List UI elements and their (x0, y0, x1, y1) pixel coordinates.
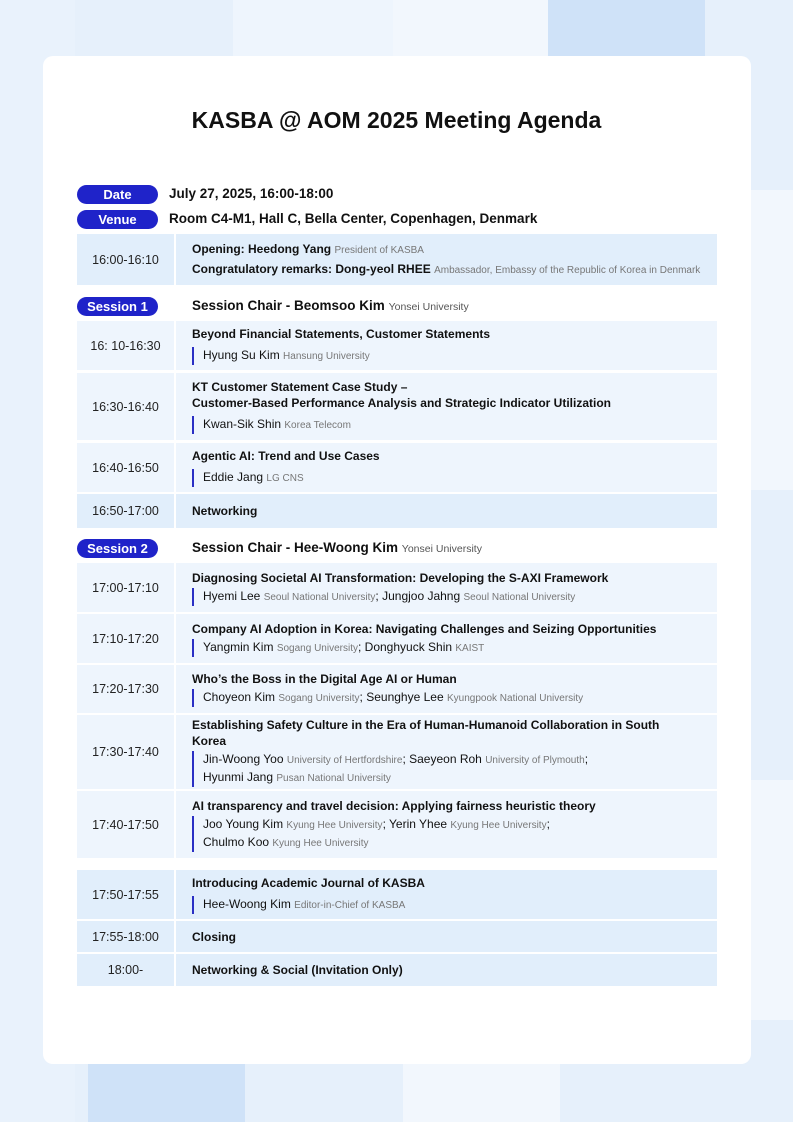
background-block (233, 0, 393, 56)
talk-title: KT Customer Statement Case Study – (192, 380, 408, 394)
background-block (751, 780, 793, 1020)
speaker-list: Joo Young Kim Kyung Hee University; Yerin Yhee Kyung Hee University; Chulmo Koo Kyung Hee University (192, 816, 709, 852)
talk-title: Closing (192, 929, 236, 944)
agenda-row-networking: 16:50-17:00 Networking (77, 494, 717, 528)
agenda-row: 17:30-17:40 Establishing Safety Culture in the Era of Human-Humanoid Collaboration in South Korea Jin-Woong Yoo University of Hertfordshire; Saeyeon Roh University of Plymouth; Hyunmi Jang Pusan National University (77, 715, 717, 789)
agenda-row: 16:40-16:50 Agentic AI: Trend and Use Cases Eddie Jang LG CNS (77, 443, 717, 492)
talk-title: Introducing Academic Journal of KASBA (192, 876, 425, 890)
speaker-list: Hee-Woong Kim Editor-in-Chief of KASBA (192, 896, 709, 914)
speaker-list: Kwan-Sik Shin Korea Telecom (192, 416, 709, 434)
speaker-list: Yangmin Kim Sogang University; Donghyuck Shin KAIST (192, 639, 709, 657)
session-2-chair: Session Chair - Hee-Woong Kim Yonsei University (192, 540, 482, 555)
speaker-list: Hyung Su Kim Hansung University (192, 347, 709, 365)
agenda-row-opening (77, 234, 717, 285)
agenda-row: 16: 10-16:30 Beyond Financial Statements, Customer Statements Hyung Su Kim Hansung University (77, 321, 717, 370)
agenda-row-closing: 17:55-18:00 Closing (77, 921, 717, 952)
background-block (88, 1064, 245, 1122)
agenda-row: 17:10-17:20 Company AI Adoption in Korea: Navigating Challenges and Seizing Opportunities Yangmin Kim Sogang University; Donghyuck Shin KAIST (77, 614, 717, 663)
time-slot: 16:00-16:10 (92, 252, 159, 267)
date-value: July 27, 2025, 16:00-18:00 (169, 186, 334, 201)
talk-title: Diagnosing Societal AI Transformation: Developing the S-AXI Framework (192, 570, 609, 585)
talk-title-line-2: Korea (192, 734, 227, 748)
talk-title: AI transparency and travel decision: Applying fairness heuristic theory (192, 798, 596, 813)
talk-title: Networking & Social (Invitation Only) (192, 963, 403, 977)
agenda-row-social: 18:00- Networking & Social (Invitation Only) (77, 954, 717, 986)
session-1-chair: Session Chair - Beomsoo Kim Yonsei University (192, 298, 469, 313)
date-badge: Date (77, 185, 158, 204)
background-block (548, 0, 705, 56)
remarks-speaker: Congratulatory remarks: Dong-yeol RHEE (192, 261, 431, 276)
background-block (393, 0, 548, 56)
page-title: KASBA @ AOM 2025 Meeting Agenda (191, 107, 602, 133)
affiliation: Ambassador, Embassy of the Republic of Korea in Denmark (434, 264, 701, 276)
talk-title-line-2: Customer-Based Performance Analysis and Strategic Indicator Utilization (192, 396, 611, 410)
speaker-list: Hyemi Lee Seoul National University; Jungjoo Jahng Seoul National University (192, 588, 709, 606)
talk-title: Networking (192, 504, 258, 518)
session-2-badge: Session 2 (77, 539, 158, 558)
talk-title: Company AI Adoption in Korea: Navigating Challenges and Seizing Opportunities (192, 621, 657, 636)
speaker-list: Eddie Jang LG CNS (192, 469, 709, 487)
talk-title: Agentic AI: Trend and Use Cases (192, 449, 380, 463)
agenda-row-journal: 17:50-17:55 Introducing Academic Journal of KASBA Hee-Woong Kim Editor-in-Chief of KASBA (77, 870, 717, 919)
speaker-list: Jin-Woong Yoo University of Hertfordshire; Saeyeon Roh University of Plymouth; Hyunmi Jang Pusan National University (192, 751, 709, 787)
agenda-row: 17:20-17:30 Who’s the Boss in the Digital Age AI or Human Choyeon Kim Sogang University; Seunghye Lee Kyungpook National University (77, 665, 717, 713)
venue-badge: Venue (77, 210, 158, 229)
background-block (403, 1064, 560, 1122)
talk-title: Beyond Financial Statements, Customer Statements (192, 327, 491, 341)
talk-title: Establishing Safety Culture in the Era of Human-Humanoid Collaboration in South (192, 718, 660, 732)
speaker-list: Choyeon Kim Sogang University; Seunghye Lee Kyungpook National University (192, 689, 709, 707)
agenda-row: 17:40-17:50 AI transparency and travel decision: Applying fairness heuristic theory Joo Young Kim Kyung Hee University; Yerin Yhee Kyung Hee University; Chulmo Koo Kyung Hee University (77, 791, 717, 858)
talk-title: Who’s the Boss in the Digital Age AI or Human (192, 672, 457, 686)
session-1-badge: Session 1 (77, 297, 158, 316)
opening-speaker: Opening: Heedong Yang (192, 241, 332, 256)
affiliation: President of KASBA (334, 244, 424, 256)
background-block (751, 190, 793, 490)
venue-value: Room C4-M1, Hall C, Bella Center, Copenhagen, Denmark (169, 211, 538, 226)
agenda-row: 17:00-17:10 Diagnosing Societal AI Transformation: Developing the S-AXI Framework Hyemi Lee Seoul National University; Jungjoo Jahng Seoul National University (77, 563, 717, 612)
agenda-row: 16:30-16:40 KT Customer Statement Case Study – Customer-Based Performance Analysis and Strategic Indicator Utilization Kwan-Sik Shin Korea Telecom (77, 373, 717, 440)
